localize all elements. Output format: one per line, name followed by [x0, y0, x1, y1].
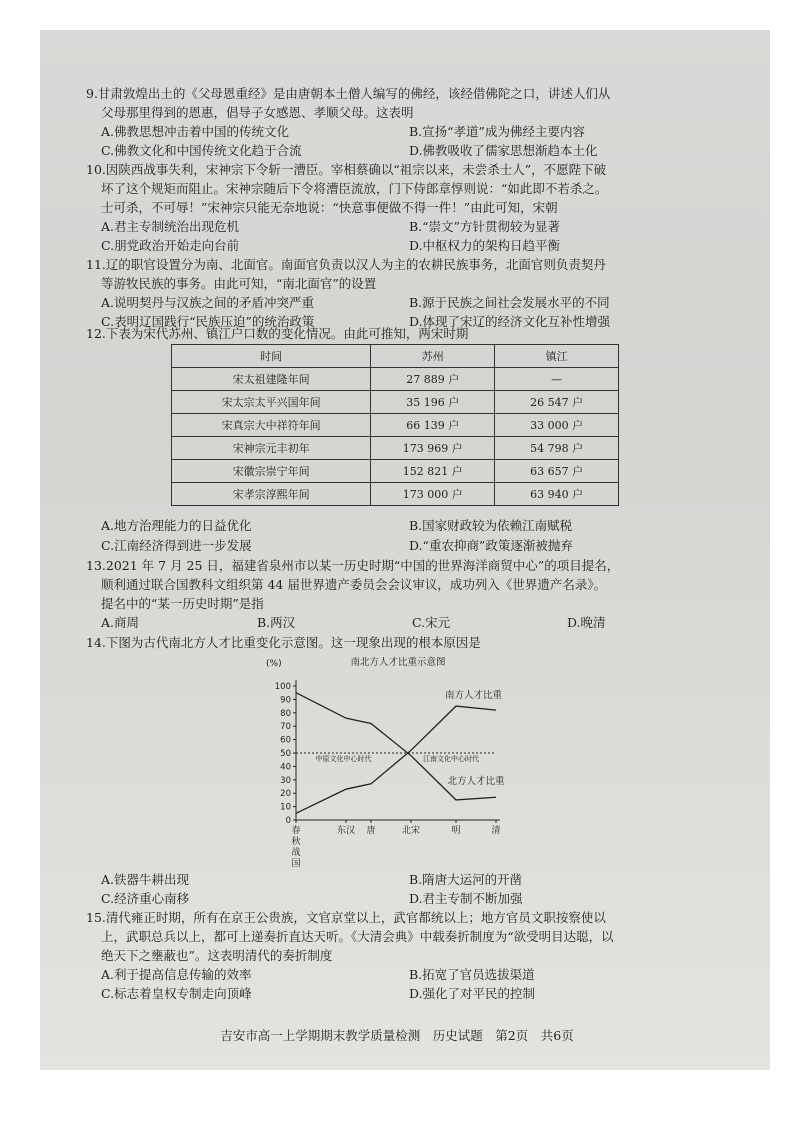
annotation-jiangnan-era: 江南文化中心时代 [423, 755, 479, 764]
table-header-cell: 时间 [172, 345, 371, 368]
table-cell: 66 139 户 [371, 414, 495, 437]
x-tick-label: 北宋 [401, 826, 421, 836]
q9-option-d: D.佛教吸收了儒家思想渐趋本土化 [409, 143, 598, 158]
table-cell: 63 940 户 [495, 483, 619, 506]
q11-stem-2: 等游牧民族的事务。由此可知，“南北面官”的设置 [101, 276, 377, 291]
y-tick-label: 80 [280, 708, 291, 719]
q14-option-b: B.隋唐大运河的开凿 [409, 872, 523, 887]
q9-option-c: C.佛教文化和中国传统文化趋于合流 [101, 143, 302, 158]
table-cell: 173 969 户 [371, 437, 495, 460]
table-cell: 宋太宗太平兴国年间 [172, 391, 371, 414]
table-row [172, 414, 619, 437]
table-cell: 35 196 户 [371, 391, 495, 414]
y-tick-label: 10 [280, 802, 291, 813]
y-tick-label: 30 [280, 775, 291, 786]
table-header-row [172, 345, 619, 368]
table-cell: 宋神宗元丰初年 [172, 437, 371, 460]
y-tick-label: 90 [280, 695, 291, 706]
household-table [171, 344, 619, 506]
page-footer: 吉安市高一上学期期末教学质量检测 历史试题 第2页 共6页 [220, 1028, 574, 1043]
y-tick-label: 60 [280, 735, 291, 746]
q12-stem: 12.下表为宋代苏州、镇江户口数的变化情况。由此可推知，两宋时期 [86, 326, 469, 341]
x-tick-label: 战 [291, 848, 301, 858]
q15-option-d: D.强化了对平民的控制 [409, 986, 536, 1001]
table-row [172, 391, 619, 414]
q12-option-b: B.国家财政较为依赖江南赋税 [409, 518, 573, 533]
q11-option-a: A.说明契丹与汉族之间的矛盾冲突严重 [101, 295, 315, 310]
x-tick-label: 春 [291, 826, 301, 836]
q13-stem-2: 顺利通过联合国教科文组织第 44 届世界遗产委员会会议审议，成功列入《世界遗产名录》。 [101, 577, 607, 592]
q15-option-b: B.拓宽了官员选拔渠道 [409, 967, 535, 982]
x-tick-label: 清 [491, 826, 501, 836]
y-axis-ticks [275, 682, 296, 826]
q12-option-a: A.地方治理能力的日益优化 [101, 518, 252, 533]
table-cell: 152 821 户 [371, 460, 495, 483]
q10-option-b: B.“崇文”方针贯彻较为显著 [409, 219, 560, 234]
table-cell: 宋孝宗淳熙年间 [172, 483, 371, 506]
q10-stem-3: 士可杀，不可辱！”宋神宗只能无奈地说：“快意事便做不得一件！”由此可知，宋朝 [101, 200, 558, 215]
table-cell: 宋真宗大中祥符年间 [172, 414, 371, 437]
series-label-north: 北方人才比重 [447, 775, 505, 787]
q14-option-a: A.铁器牛耕出现 [101, 872, 190, 887]
q10-stem-1: 10.因陕西战事失利，宋神宗下令斩一漕臣。宰相蔡确以“祖宗以来，未尝杀士人”，不愿陛下破 [86, 162, 607, 177]
q14-stem: 14.下图为古代南北方人才比重变化示意图。这一现象出现的根本原因是 [86, 635, 481, 650]
y-tick-label: 50 [280, 749, 291, 759]
table-cell: 27 889 户 [371, 368, 495, 391]
q14-option-c: C.经济重心南移 [101, 891, 190, 906]
q9-option-b: B.宣扬“孝道”成为佛经主要内容 [409, 124, 585, 139]
q9-stem-1: 9.甘肃敦煌出土的《父母恩重经》是由唐朝本土僧人编写的佛经，该经借佛陀之口，讲述人们从 [86, 86, 611, 101]
q15-stem-1: 15.清代雍正时期，所有在京王公贵族，文官京堂以上，武官都统以上；地方官员文职按察使以 [86, 910, 606, 925]
q13-stem-1: 13.2021 年 7 月 25 日，福建省泉州市以某一历史时期“中国的世界海洋商贸中心”的项目提名， [86, 558, 620, 573]
y-tick-label: 0 [285, 816, 291, 826]
talent-ratio-chart [250, 652, 510, 867]
table-header-cell: 镇江 [495, 345, 619, 368]
q15-option-a: A.利于提高信息传输的效率 [101, 967, 252, 982]
chart-title: 南北方人才比重示意图 [350, 657, 446, 668]
table-row [172, 460, 619, 483]
q12-option-d: D.“重农抑商”政策逐渐被抛弃 [409, 538, 573, 553]
x-tick-label: 唐 [366, 826, 376, 836]
y-tick-label: 100 [274, 682, 291, 692]
x-tick-label: 东汉 [336, 826, 356, 836]
y-tick-label: 40 [280, 762, 291, 773]
table-header-cell: 苏州 [371, 345, 495, 368]
q14-option-d: D.君主专制不断加强 [409, 891, 523, 906]
table-cell: 54 798 户 [495, 437, 619, 460]
q13-stem-3: 提名中的“某一历史时期”是指 [101, 596, 264, 611]
q9-option-a: A.佛教思想冲击着中国的传统文化 [101, 124, 290, 139]
table-cell: 33 000 户 [495, 414, 619, 437]
q10-option-d: D.中枢权力的架构日趋平衡 [409, 238, 561, 253]
y-tick-label: 70 [280, 722, 291, 733]
q15-stem-3: 绝天下之壅蔽也”。这表明清代的奏折制度 [101, 948, 333, 963]
q11-option-d: D.体现了宋辽的经济文化互补性增强 [409, 314, 611, 329]
table-cell: — [495, 368, 619, 391]
table-cell: 173 000 户 [371, 483, 495, 506]
q9-stem-2: 父母那里得到的恩惠，倡导子女感恩、孝顺父母。这表明 [101, 105, 414, 120]
table-cell: 26 547 户 [495, 391, 619, 414]
q15-option-c: C.标志着皇权专制走向顶峰 [101, 986, 252, 1001]
table-cell: 宋太祖建隆年间 [172, 368, 371, 391]
q13-option-d: D.晚清 [567, 615, 606, 630]
q13-option-a: A.商周 [101, 615, 140, 630]
annotation-central-plains-era: 中原文化中心时代 [315, 755, 372, 764]
x-tick-label: 秋 [291, 837, 301, 847]
q15-stem-2: 上，武职总兵以上，都可上递奏折直达天听。《大清会典》中载奏折制度为“欲受明目达聪，以 [101, 929, 614, 944]
table-row [172, 368, 619, 391]
x-tick-label: 明 [451, 826, 461, 836]
q13-option-c: C.宋元 [412, 615, 451, 630]
table-row [172, 437, 619, 460]
table-cell: 宋徽宗崇宁年间 [172, 460, 371, 483]
y-axis-label: (%) [266, 659, 282, 669]
series-label-south: 南方人才比重 [444, 690, 503, 702]
q10-option-c: C.朋党政治开始走向台前 [101, 238, 240, 253]
q11-option-b: B.源于民族之间社会发展水平的不同 [409, 295, 610, 310]
chart-labels [316, 689, 505, 787]
table-row [172, 483, 619, 506]
q13-option-b: B.两汉 [257, 615, 296, 630]
q11-option-c: C.表明辽国践行“民族压迫”的统治政策 [101, 314, 315, 329]
q10-option-a: A.君主专制统治出现危机 [101, 219, 240, 234]
q12-option-c: C.江南经济得到进一步发展 [101, 538, 252, 553]
x-tick-label: 国 [291, 859, 301, 867]
x-axis-ticks [291, 820, 500, 867]
q10-stem-2: 坏了这个规矩而阻止。宋神宗随后下令将漕臣流放，门下侍郎章惇则说：“如此即不若杀之。 [101, 181, 608, 196]
y-tick-label: 20 [280, 789, 291, 800]
q11-stem-1: 11.辽的职官设置分为南、北面官。南面官负责以汉人为主的农耕民族事务，北面官则负责契丹 [86, 257, 606, 272]
table-cell: 63 657 户 [495, 460, 619, 483]
